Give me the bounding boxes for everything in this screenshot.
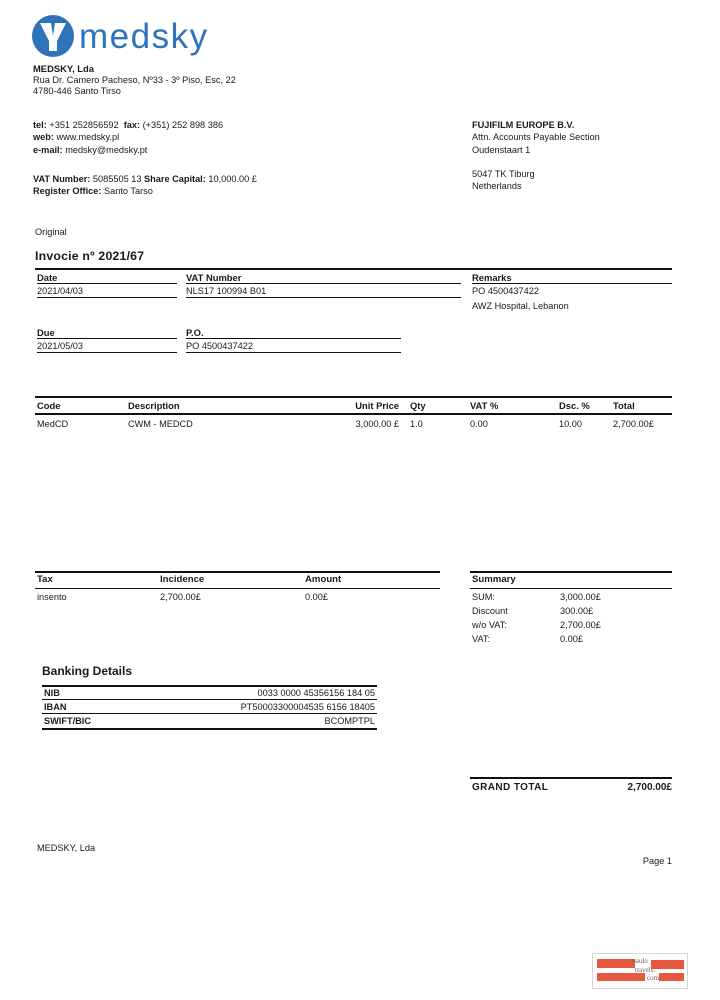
vat-value-rule [186,297,461,298]
email-value: medsky@medsky.pt [65,144,148,155]
vat-number-value: 5085505 13 [92,174,142,184]
recipient-address-block [472,119,600,192]
items-header-vat-pct: VAT % [470,400,499,411]
banking-rule-2 [42,713,377,714]
fax-label: fax: [123,120,141,130]
sender-address-block [33,63,236,98]
table-row-qty: 1.0 [410,419,423,429]
banking-bottom-rule [42,728,377,730]
watermark-line-1: paulo [632,957,648,965]
watermark-text [593,957,687,983]
watermark-line-2: travels. [634,965,656,974]
summary-label-vat: VAT: [472,634,491,644]
vat-capital-line [33,173,257,185]
tel-value: +351 252856592 [49,120,119,130]
po-label: P.O. [186,327,204,338]
summary-top-rule [470,571,672,573]
sender-address-line2: 4780-446 Santo Tirso [33,86,121,97]
invoice-title: Invocie nº 2021/67 [35,249,145,263]
tax-header-bottom-rule [35,588,440,589]
items-header-bottom-rule [35,413,672,415]
recipient-spacer [472,156,600,168]
due-value: 2021/05/03 [37,341,83,351]
register-office-value: Santo Tarso [103,186,153,197]
banking-value-nib: 0033 0000 45356156 184 05 [257,688,375,698]
po-value-rule [186,352,401,353]
summary-label-wo-vat: w/o VAT: [472,620,507,630]
due-label-rule [37,338,177,339]
tax-row-incidence: 2,700.00£ [160,592,201,602]
banking-label-iban: IBAN [44,702,67,712]
po-value: PO 4500437422 [186,341,253,351]
summary-value-discount: 300.00£ [560,606,594,616]
items-header-unit-price: Unit Price [355,400,399,411]
sender-contact-block [33,119,223,156]
remarks-label-rule [472,283,672,284]
tax-header-incidence: Incidence [160,574,205,585]
items-top-rule [35,396,672,398]
grand-total-rule [470,777,672,779]
register-office-line [33,185,257,197]
table-row-vat-pct: 0.00 [470,419,488,429]
banking-details-title: Banking Details [42,664,133,678]
items-header-qty: Qty [410,400,426,411]
items-header-code: Code [37,400,61,411]
vat-number-label: VAT Number: [33,174,91,184]
fax-value: (+351) 252 898 386 [142,120,224,130]
sender-company: MEDSKY, Lda [33,63,94,74]
footer-company: MEDSKY, Lda [37,843,96,853]
paulo-travels-watermark [592,953,688,989]
banking-label-nib: NIB [44,688,60,698]
web-label: web: [33,132,54,143]
sender-tel-fax-line [33,119,223,131]
summary-value-vat: 0.00£ [560,634,583,644]
date-value-rule [37,297,177,298]
copy-type-label: Original [35,227,67,237]
recipient-city: 5047 TK Tiburg [472,168,535,179]
email-label: e-mail: [33,144,63,155]
medsky-y-circle-icon [31,14,75,58]
banking-rule-1 [42,699,377,700]
tax-top-rule [35,571,440,573]
items-header-dsc-pct: Dsc. % [559,400,590,411]
vat-label-rule [186,283,461,284]
company-logo [31,11,209,61]
banking-label-swift: SWIFT/BIC [44,716,91,726]
date-value: 2021/04/03 [37,286,83,296]
tel-label: tel: [33,120,47,130]
web-value: www.medsky.pl [56,132,120,143]
vat-number-column-label: VAT Number [186,272,242,283]
date-label-rule [37,283,177,284]
banking-top-rule [42,685,377,687]
sender-legal-block [33,173,257,198]
table-row-unit-price: 3,000.00 £ [355,419,399,429]
summary-header-bottom-rule [470,588,672,589]
items-header-description: Description [128,400,180,411]
tax-row-amount: 0.00£ [305,592,328,602]
banking-value-swift: BCOMPTPL [324,716,375,726]
grand-total-label: GRAND TOTAL [472,782,549,793]
recipient-street: Oudenstaart 1 [472,144,531,155]
sender-email-line [33,144,223,156]
table-row-dsc-pct: 10.00 [559,419,582,429]
tax-header-amount: Amount [305,574,342,585]
remarks-line-2: AWZ Hospital, Lebanon [472,301,569,311]
table-row-code: MedCD [37,419,69,429]
recipient-country: Netherlands [472,181,522,192]
register-office-label: Register Office: [33,186,102,197]
vat-number-column-value: NLS17 100994 B01 [186,286,267,296]
due-label: Due [37,327,55,338]
footer-page-number: Page 1 [642,856,672,866]
table-row-description: CWM - MEDCD [128,419,193,429]
grand-total-value: 2,700.00£ [627,782,672,793]
brand-wordmark: medsky [79,16,209,56]
sender-address-line1: Rua Dr. Camero Pacheso, Nº33 - 3º Piso, Esc, 22 [33,74,236,85]
recipient-name: FUJIFILM EUROPE B.V. [472,120,575,130]
summary-value-sum: 3,000.00£ [560,592,601,602]
due-value-rule [37,352,177,353]
table-row-total: 2,700.00£ [613,419,654,429]
share-capital-value: 10,000.00 £ [208,174,257,184]
sender-web-line [33,131,223,143]
tax-row-tax: insento [37,592,67,602]
recipient-attn: Attn. Accounts Payable Section [472,132,600,143]
items-header-total: Total [613,400,635,411]
po-label-rule [186,338,401,339]
summary-value-wo-vat: 2,700.00£ [560,620,601,630]
watermark-line-3: com [646,974,660,983]
title-underline-rule [35,268,672,270]
share-capital-label: Share Capital: [144,174,206,184]
tax-header-tax: Tax [37,574,53,585]
remarks-line-1: PO 4500437422 [472,286,539,296]
summary-label-discount: Discount [472,606,508,616]
date-label: Date [37,272,58,283]
summary-title: Summary [472,574,516,585]
banking-value-iban: PT50003300004535 6156 18405 [240,702,375,712]
summary-label-sum: SUM: [472,592,495,602]
remarks-label: Remarks [472,272,512,283]
